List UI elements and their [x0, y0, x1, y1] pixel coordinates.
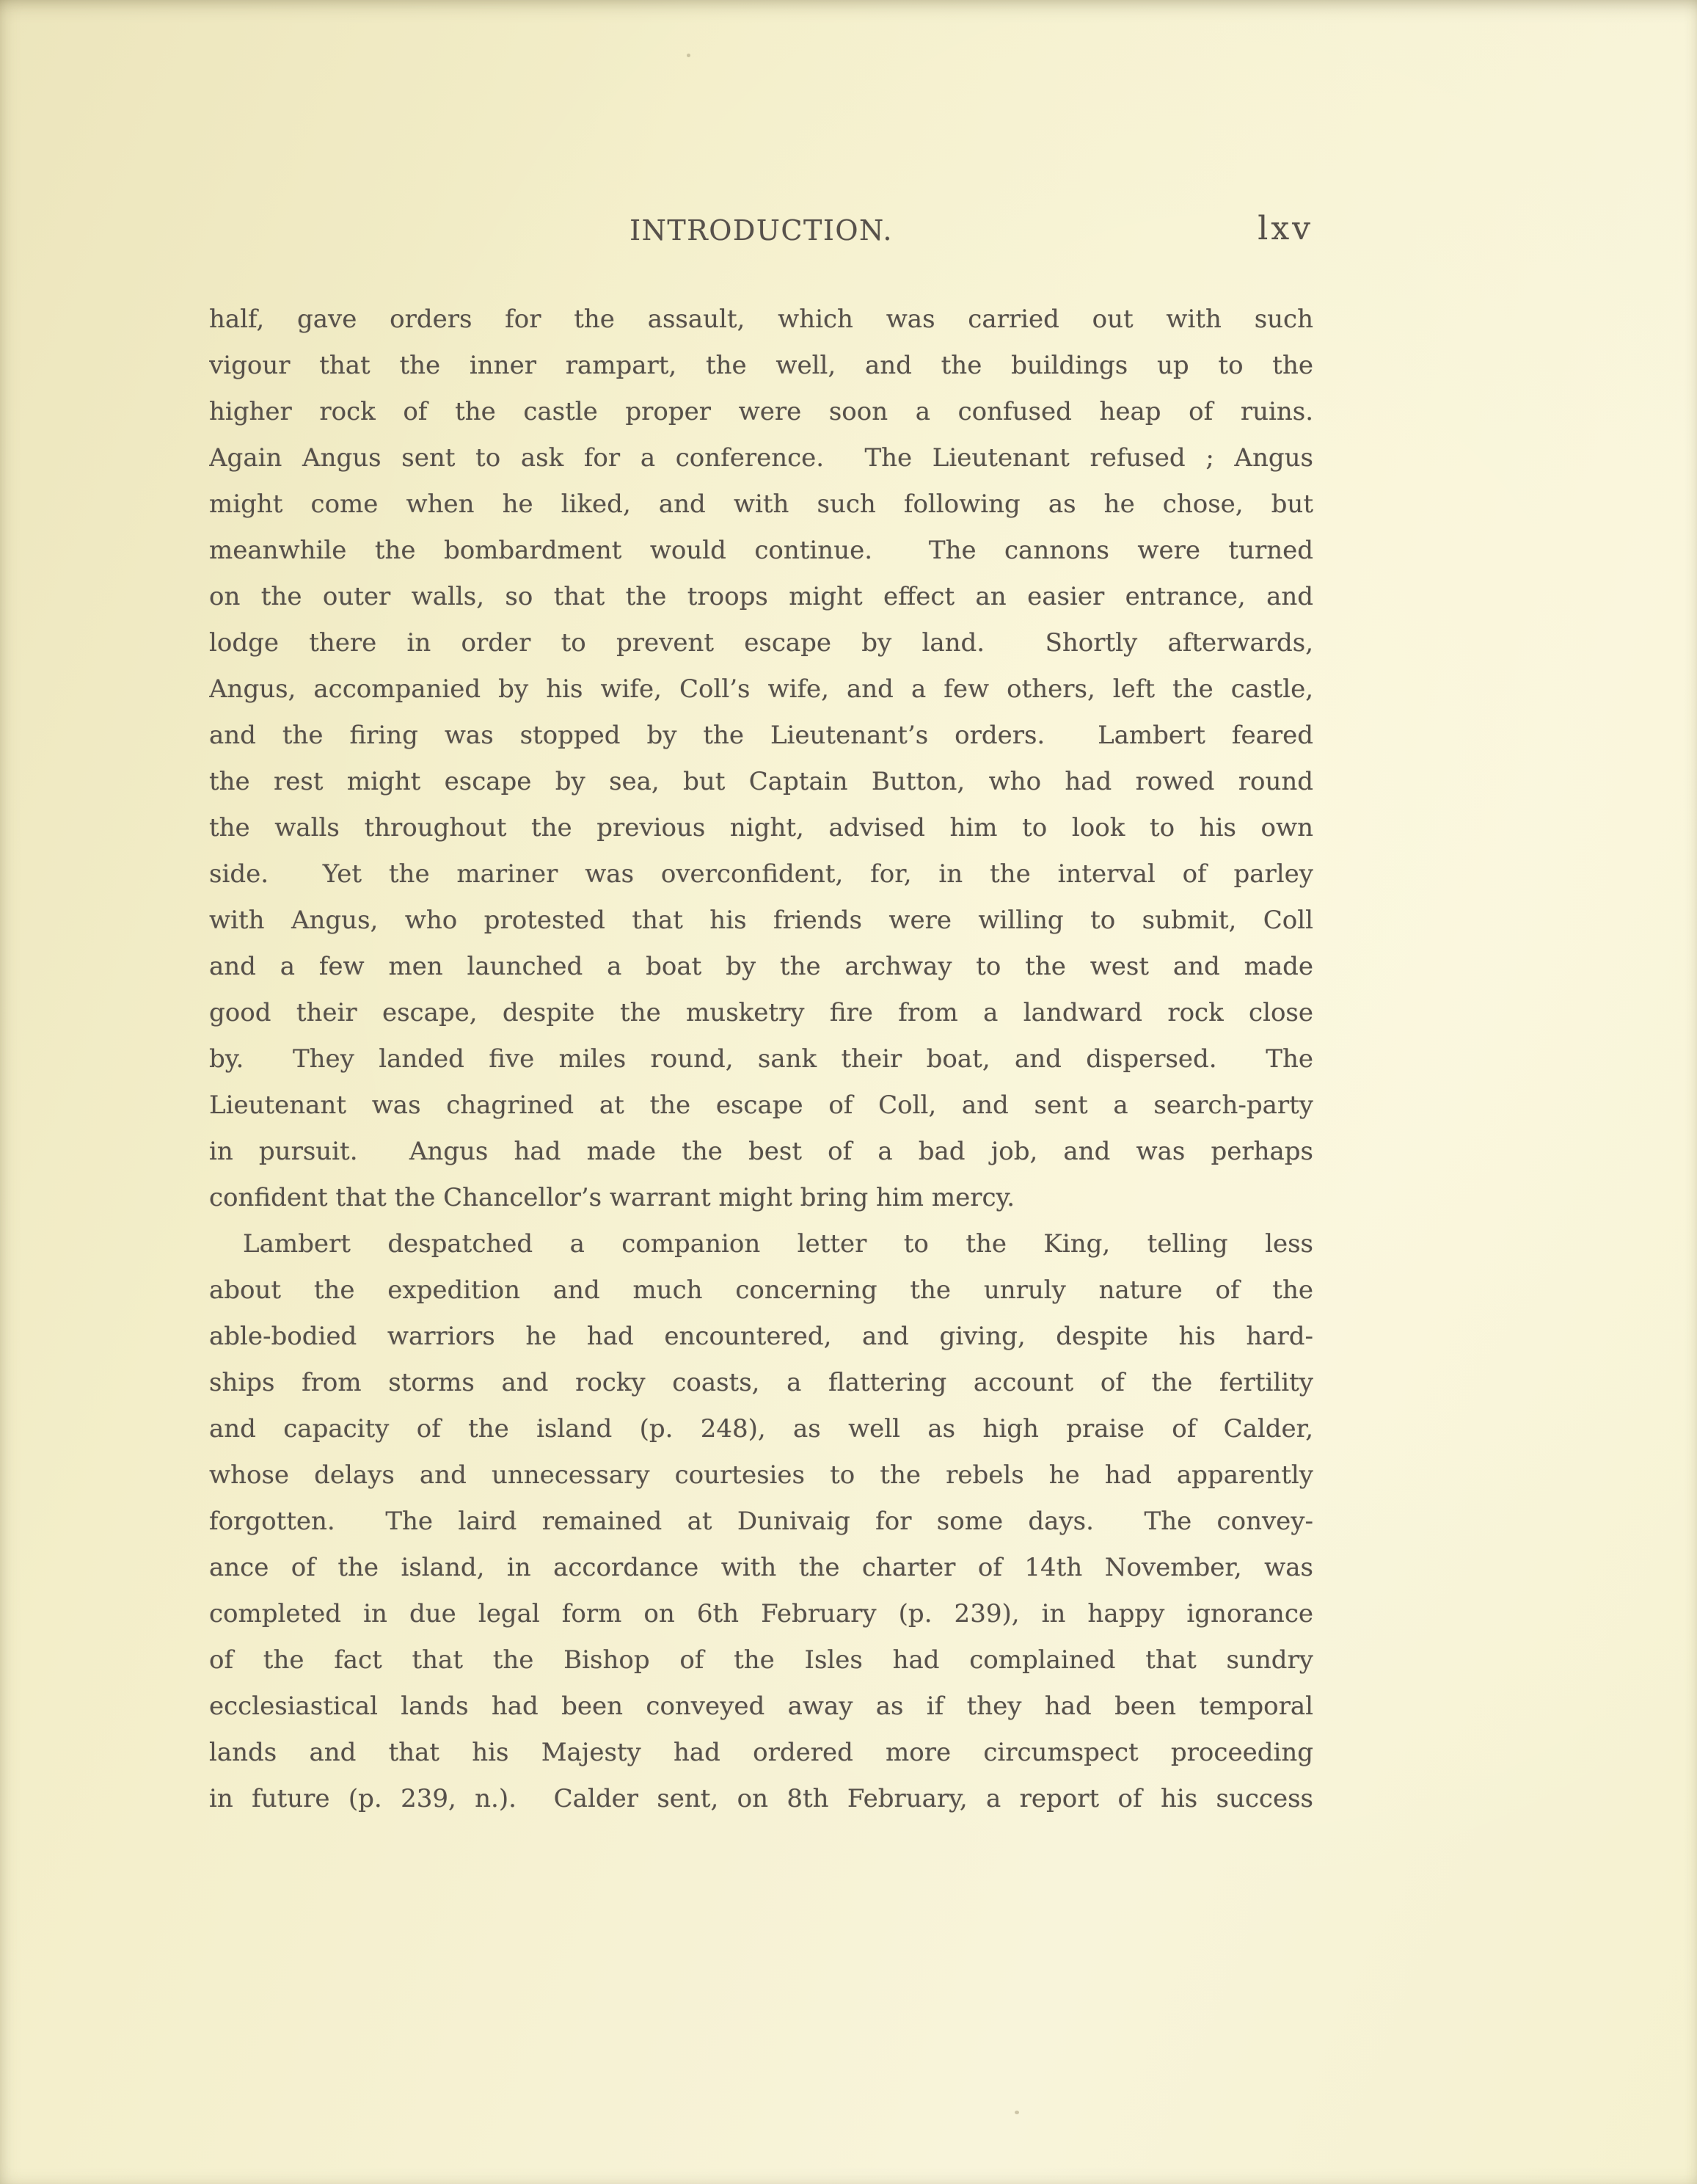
text-line: of the fact that the Bishop of the Isles had complained that sundry	[209, 1645, 1313, 1675]
text-line: ecclesiastical lands had been conveyed away as if they had been temporal	[209, 1692, 1313, 1721]
text-line: higher rock of the castle proper were soon a confused heap of ruins.	[209, 397, 1313, 426]
running-title: INTRODUCTION.	[629, 214, 893, 247]
text-line: good their escape, despite the musketry fire from a landward rock close	[209, 998, 1313, 1027]
paper-speck	[687, 54, 690, 57]
text-line: in future (p. 239, n.). Calder sent, on 8th February, a report of his success	[209, 1784, 1313, 1813]
text-line: vigour that the inner rampart, the well, and the buildings up to the	[209, 351, 1313, 380]
text-line: half, gave orders for the assault, which was carried out with such	[209, 305, 1313, 334]
text-line: forgotten. The laird remained at Dunivaig for some days. The convey-	[209, 1507, 1313, 1536]
text-line: meanwhile the bombardment would continue. The cannons were turned	[209, 536, 1313, 565]
page-header	[209, 211, 1313, 248]
text-line: about the expedition and much concerning the unruly nature of the	[209, 1275, 1313, 1305]
text-line: on the outer walls, so that the troops might effect an easier entrance, and	[209, 582, 1313, 611]
text-line: the rest might escape by sea, but Captain Button, who had rowed round	[209, 767, 1313, 796]
text-line: ships from storms and rocky coasts, a flattering account of the fertility	[209, 1368, 1313, 1397]
text-line: Angus, accompanied by his wife, Coll’s wife, and a few others, left the castle,	[209, 674, 1313, 704]
text-line: with Angus, who protested that his friends were willing to submit, Coll	[209, 906, 1313, 935]
paragraph-1	[209, 296, 1313, 1221]
text-line: might come when he liked, and with such following as he chose, but	[209, 489, 1313, 519]
text-line: side. Yet the mariner was overconfident, for, in the interval of parley	[209, 859, 1313, 889]
page-number: lxv	[1258, 210, 1313, 247]
text-line: Lieutenant was chagrined at the escape of Coll, and sent a search-party	[209, 1091, 1313, 1120]
text-line: confident that the Chancellor’s warrant might bring him mercy.	[209, 1183, 1015, 1212]
text-line: and capacity of the island (p. 248), as well as high praise of Calder,	[209, 1414, 1313, 1444]
text-line: lodge there in order to prevent escape by land. Shortly afterwards,	[209, 628, 1313, 658]
text-line: Again Angus sent to ask for a conference. The Lieutenant refused ; Angus	[209, 443, 1313, 473]
text-line: in pursuit. Angus had made the best of a bad job, and was perhaps	[209, 1137, 1313, 1166]
text-line: lands and that his Majesty had ordered more circumspect proceeding	[209, 1738, 1313, 1767]
text-line: and a few men launched a boat by the archway to the west and made	[209, 952, 1313, 981]
paper-speck	[1015, 2111, 1019, 2114]
text-line: ance of the island, in accordance with the charter of 14th November, was	[209, 1553, 1313, 1582]
body-text	[209, 296, 1313, 1822]
paragraph-2	[209, 1221, 1313, 1822]
text-line: by. They landed five miles round, sank their boat, and dispersed. The	[209, 1044, 1313, 1074]
text-line: able-bodied warriors he had encountered, and giving, despite his hard-	[209, 1322, 1313, 1351]
text-line: completed in due legal form on 6th February (p. 239), in happy ignorance	[209, 1599, 1313, 1628]
text-line: the walls throughout the previous night, advised him to look to his own	[209, 813, 1313, 842]
text-line: and the firing was stopped by the Lieutenant’s orders. Lambert feared	[209, 721, 1313, 750]
text-line: Lambert despatched a companion letter to the King, telling less	[243, 1229, 1313, 1259]
text-line: whose delays and unnecessary courtesies to the rebels he had apparently	[209, 1460, 1313, 1490]
